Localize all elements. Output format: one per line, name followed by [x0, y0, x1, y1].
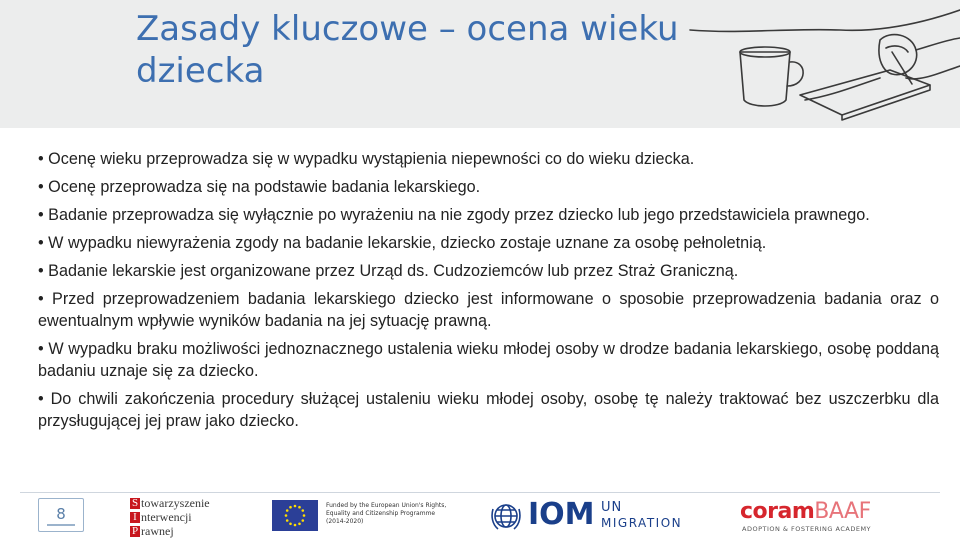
sip-word: rawnej: [141, 524, 174, 538]
bullet-item: • Do chwili zakończenia procedury służącej ustaleniu wieku młodej osoby, osobę tę należy traktować bez uszczerbku dla przysługującej jej praw jako dziecko.: [38, 390, 939, 430]
bullet-item: • Ocenę przeprowadza się na podstawie badania lekarskiego.: [38, 178, 481, 196]
baaf-wordmark: BAAF: [814, 499, 871, 524]
coram-baaf-logo: [740, 500, 910, 536]
sip-logo: [130, 496, 240, 540]
bullet-item: • Badanie przeprowadza się wyłącznie po wyrażeniu na nie zgody przez dziecko lub jego przedstawiciela prawnego.: [38, 206, 870, 224]
sip-initial: S: [131, 496, 139, 509]
page-number-box: [38, 498, 84, 532]
coram-tagline: ADOPTION & FOSTERING ACADEMY: [742, 525, 872, 533]
cup-notebook-sketch-illustration: [680, 0, 960, 128]
sip-word: nterwencji: [141, 510, 192, 524]
bullet-list: [38, 148, 939, 438]
bullet-item: • Badanie lekarskie jest organizowane przez Urząd ds. Cudzoziemców lub przez Straż Graniczną.: [38, 262, 739, 280]
slide-title: Zasady kluczowe – ocena wieku dziecka: [136, 9, 679, 91]
bullet-item: • W wypadku niewyrażenia zgody na badanie lekarskie, dziecko zostaje uznane za osobę pełnoletnią.: [38, 234, 767, 252]
bullet-item: • Przed przeprowadzeniem badania lekarskiego dziecko jest informowane o sposobie przeprowadzenia badania oraz o ewentualnym wpływie wyników badania na jej sytuację prawną.: [38, 290, 939, 330]
iom-globe-icon: [490, 500, 522, 532]
eu-funding-text: Funded by the European Union's Rights, Equality and Citizenship Programme (2014-2020): [326, 502, 447, 525]
page-number-underline: [47, 524, 75, 526]
sip-initial: P: [131, 524, 139, 537]
sip-word: towarzyszenie: [141, 496, 210, 510]
coram-wordmark: coram: [740, 499, 815, 524]
slide-footer: [0, 492, 960, 540]
sip-initial: I: [130, 512, 140, 523]
bullet-item: • W wypadku braku możliwości jednoznacznego ustalenia wieku młodej osoby w drodze badania lekarskiego, osobę poddaną badaniu uznaje się za dziecko.: [38, 340, 939, 380]
eu-flag-icon: [272, 500, 318, 531]
footer-divider: [20, 492, 940, 493]
iom-migration-text: MIGRATION: [601, 516, 683, 530]
iom-logo: [490, 497, 710, 532]
iom-wordmark: IOM: [528, 497, 595, 532]
page-number: 8: [56, 505, 66, 523]
iom-un-text: UN: [601, 500, 623, 515]
slide-header: [0, 0, 960, 128]
bullet-item: • Ocenę wieku przeprowadza się w wypadku wystąpienia niepewności co do wieku dziecka.: [38, 150, 695, 168]
